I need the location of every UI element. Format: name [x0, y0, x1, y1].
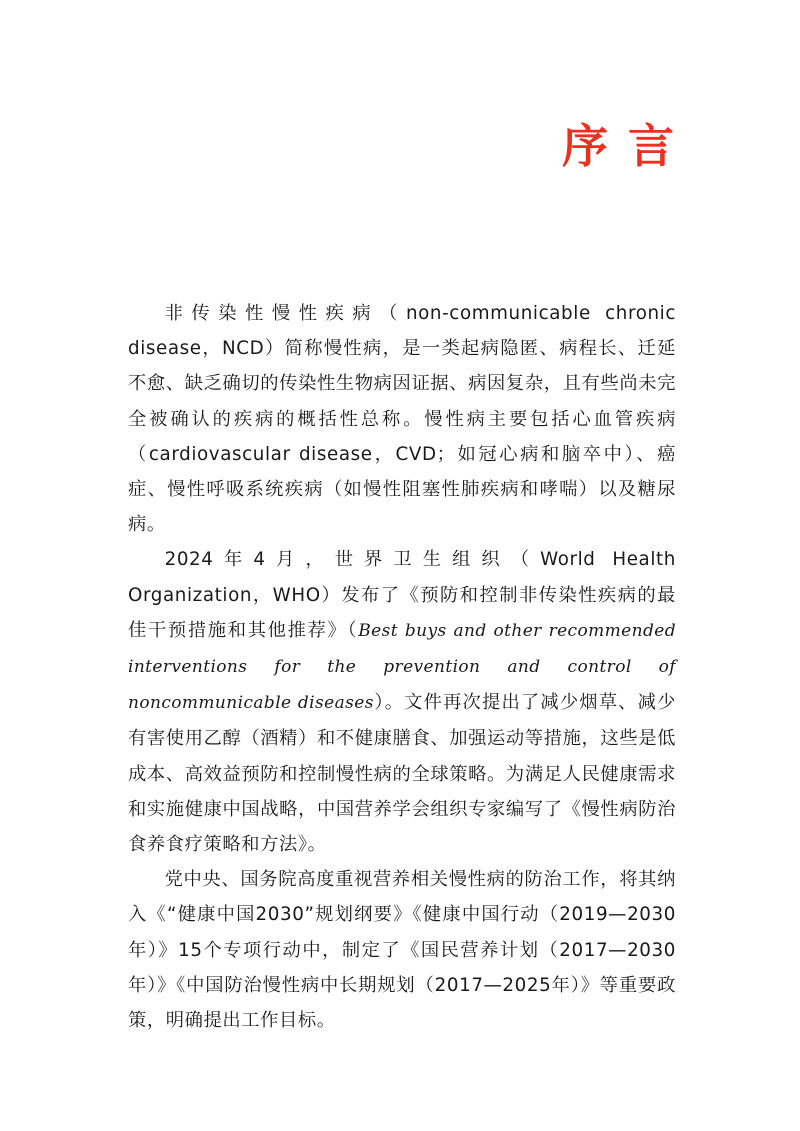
paragraph-1: 非传染性慢性疾病（non-communicable chronic disease，NCD）简称慢性病，是一类起病隐匿、病程长、迁延不愈、缺乏确切的传染性生物病因证据、病因复杂，且有些尚未完全被确认的疾病的概括性总称。慢性病主要包括心血管疾病（cardiovascular disease，CVD；如冠心病和脑卒中）、癌症、慢性呼吸系统疾病（如慢性阻塞性肺疾病和哮喘）以及糖尿病。	[128, 303, 676, 536]
publication-title-italic: Best buys and other recommended interventions for the prevention and control of noncommunicable diseases	[128, 620, 676, 714]
paragraph-2-text-before: 2024年4月，世界卫生组织（World Health Organization，WHO）发布了《预防和控制非传染性疾病的最佳干预措施和其他推荐》（	[128, 549, 676, 641]
paragraph-3: 党中央、国务院高度重视营养相关慢性病的防治工作，将其纳入《“健康中国2030”规划纲要》《健康中国行动（2019—2030年）》15个专项行动中，制定了《国民营养计划（2017—2030年）》《中国防治慢性病中长期规划（2017—2025年）》等重要政策，明确提出工作目标。	[128, 869, 676, 1032]
paragraph-2-text-after: ）。文件再次提出了减少烟草、减少有害使用乙醇（酒精）和不健康膳食、加强运动等措施，这些是低成本、高效益预防和控制慢性病的全球策略。为满足人民健康需求和实施健康中国战略，中国营养学会组织专家编写了《慢性病防治食养食疗策略和方法》。	[128, 692, 676, 856]
page-title: 序 言	[561, 119, 676, 173]
body-text	[128, 296, 676, 1038]
paragraph-2	[128, 542, 676, 862]
